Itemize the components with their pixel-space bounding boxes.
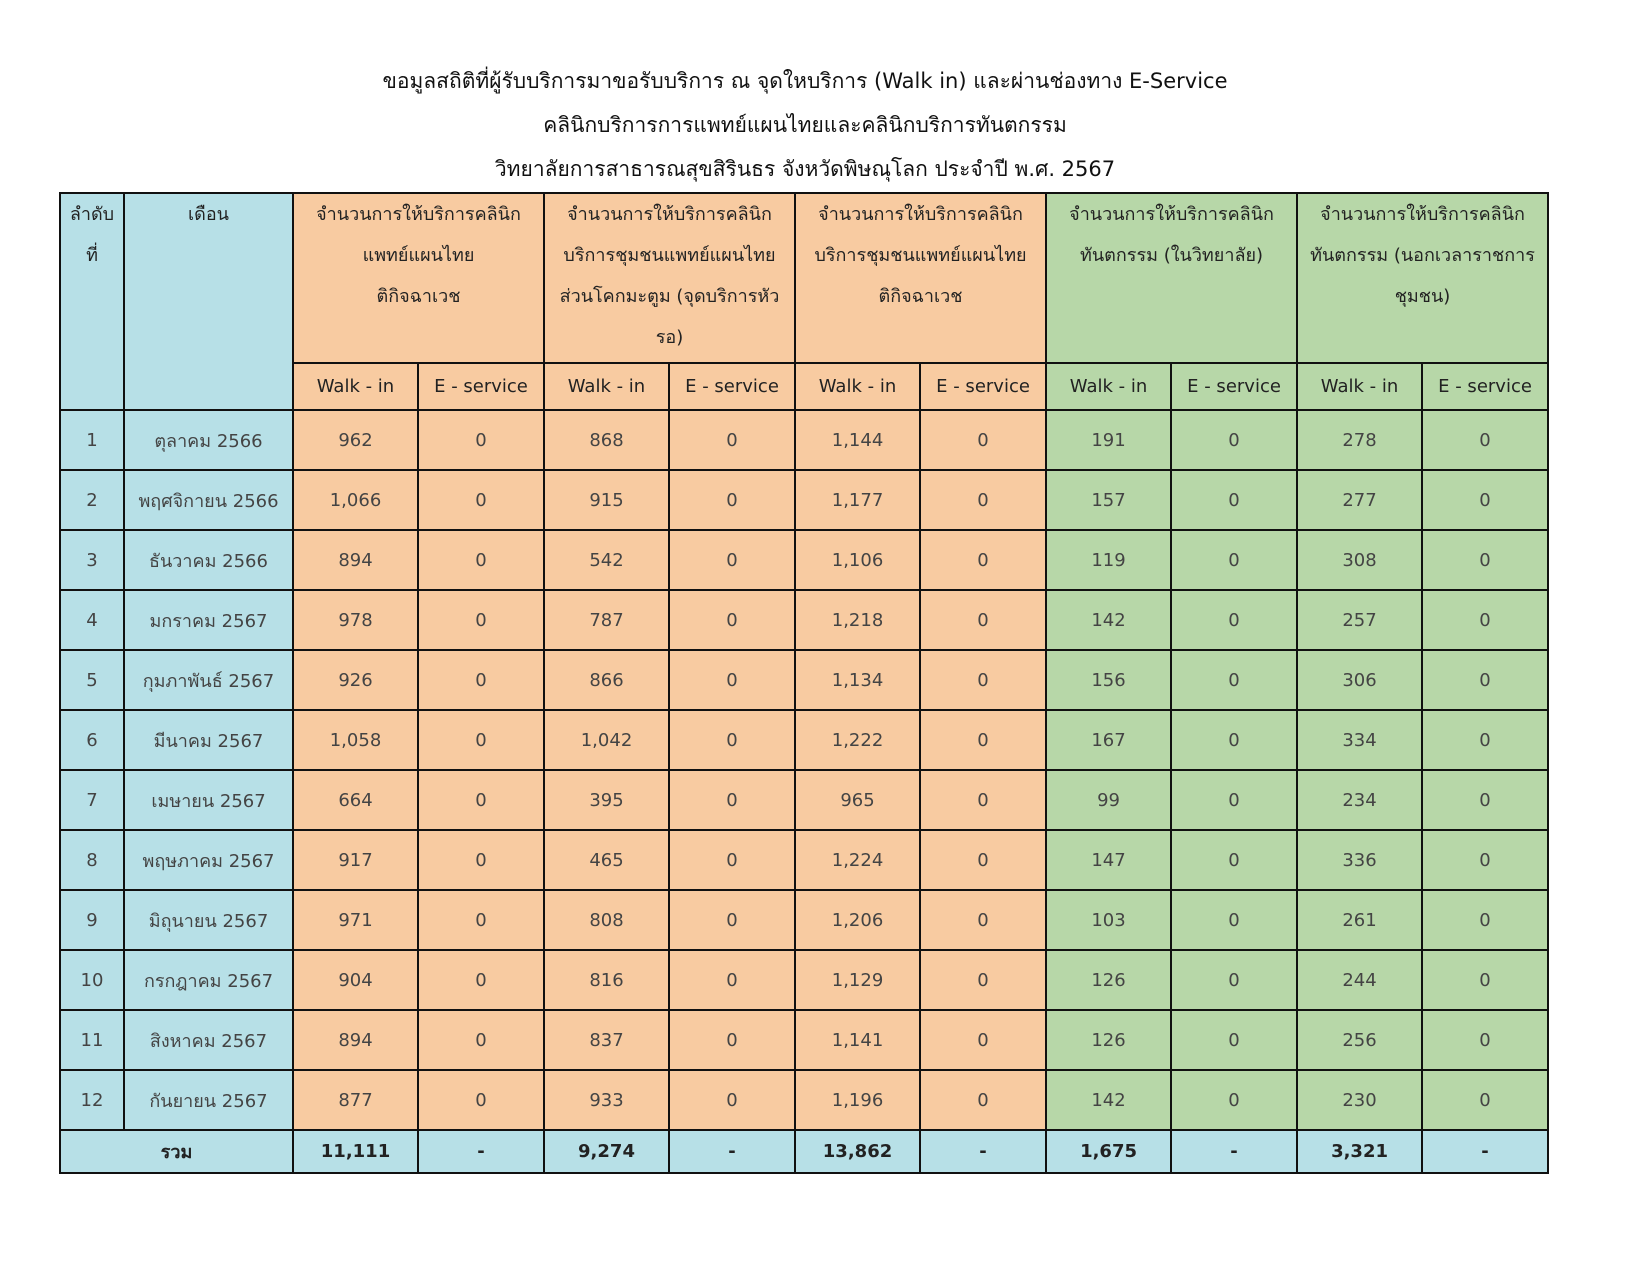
- cell-e-service: 0: [920, 590, 1046, 650]
- table-row: [60, 890, 1548, 950]
- cell-walk-in: 808: [544, 890, 669, 950]
- cell-e-service: 0: [418, 530, 544, 590]
- row-month: พฤษภาคม 2567: [124, 830, 293, 890]
- table-row: [60, 410, 1548, 470]
- cell-e-service: 0: [418, 950, 544, 1010]
- header-no: [60, 193, 124, 410]
- subheader-walk-in: Walk - in: [795, 363, 920, 410]
- cell-e-service: 0: [418, 470, 544, 530]
- header-group-5-line-2: ทันตกรรม (นอกเวลาราชการ: [1310, 245, 1535, 266]
- row-month: พฤศจิกายน 2566: [124, 470, 293, 530]
- header-group-3-line-1: จำนวนการให้บริการคลินิก: [818, 204, 1023, 225]
- cell-e-service: 0: [920, 710, 1046, 770]
- table-row: [60, 830, 1548, 890]
- statistics-table: [59, 192, 1549, 1174]
- cell-e-service: 0: [920, 470, 1046, 530]
- row-month: กรกฎาคม 2567: [124, 950, 293, 1010]
- cell-e-service: 0: [1422, 590, 1548, 650]
- header-group-2-line-4: รอ): [655, 327, 684, 348]
- cell-walk-in: 234: [1297, 770, 1422, 830]
- cell-e-service: 0: [418, 770, 544, 830]
- total-e-service: -: [669, 1130, 795, 1173]
- total-walk-in: 3,321: [1297, 1130, 1422, 1173]
- cell-walk-in: 542: [544, 530, 669, 590]
- table-row: [60, 770, 1548, 830]
- total-e-service: -: [1422, 1130, 1548, 1173]
- table-row: [60, 710, 1548, 770]
- cell-walk-in: 157: [1046, 470, 1171, 530]
- table-row: [60, 1010, 1548, 1070]
- cell-e-service: 0: [1422, 770, 1548, 830]
- cell-e-service: 0: [418, 410, 544, 470]
- cell-e-service: 0: [920, 950, 1046, 1010]
- cell-walk-in: 191: [1046, 410, 1171, 470]
- table-row: [60, 650, 1548, 710]
- row-number: 12: [60, 1070, 124, 1130]
- cell-e-service: 0: [920, 530, 1046, 590]
- cell-e-service: 0: [1171, 1070, 1297, 1130]
- cell-e-service: 0: [1171, 770, 1297, 830]
- cell-walk-in: 1,196: [795, 1070, 920, 1130]
- cell-e-service: 0: [920, 1010, 1046, 1070]
- row-month: มีนาคม 2567: [124, 710, 293, 770]
- cell-e-service: 0: [920, 830, 1046, 890]
- row-month: ธันวาคม 2566: [124, 530, 293, 590]
- cell-e-service: 0: [669, 890, 795, 950]
- cell-e-service: 0: [920, 1070, 1046, 1130]
- header-no-line-2: ที่: [86, 245, 98, 266]
- cell-walk-in: 904: [293, 950, 418, 1010]
- cell-e-service: 0: [1171, 410, 1297, 470]
- cell-e-service: 0: [1422, 470, 1548, 530]
- cell-e-service: 0: [1422, 710, 1548, 770]
- header-month: [124, 193, 293, 410]
- total-walk-in: 13,862: [795, 1130, 920, 1173]
- table-row: [60, 1070, 1548, 1130]
- cell-e-service: 0: [1422, 530, 1548, 590]
- cell-walk-in: 787: [544, 590, 669, 650]
- cell-e-service: 0: [1422, 410, 1548, 470]
- subheader-walk-in: Walk - in: [1297, 363, 1422, 410]
- cell-e-service: 0: [669, 470, 795, 530]
- cell-walk-in: 1,222: [795, 710, 920, 770]
- cell-walk-in: 1,058: [293, 710, 418, 770]
- total-walk-in: 9,274: [544, 1130, 669, 1173]
- cell-walk-in: 244: [1297, 950, 1422, 1010]
- row-number: 4: [60, 590, 124, 650]
- cell-e-service: 0: [669, 650, 795, 710]
- cell-walk-in: 336: [1297, 830, 1422, 890]
- subheader-walk-in: Walk - in: [1046, 363, 1171, 410]
- cell-walk-in: 156: [1046, 650, 1171, 710]
- cell-e-service: 0: [1422, 1010, 1548, 1070]
- cell-walk-in: 119: [1046, 530, 1171, 590]
- cell-walk-in: 167: [1046, 710, 1171, 770]
- total-e-service: -: [418, 1130, 544, 1173]
- cell-e-service: 0: [1422, 830, 1548, 890]
- table-row: [60, 950, 1548, 1010]
- header-group-1-line-2: แพทย์แผนไทย: [362, 245, 475, 266]
- cell-walk-in: 1,134: [795, 650, 920, 710]
- row-month: ตุลาคม 2566: [124, 410, 293, 470]
- row-number: 5: [60, 650, 124, 710]
- cell-walk-in: 965: [795, 770, 920, 830]
- cell-walk-in: 99: [1046, 770, 1171, 830]
- cell-walk-in: 1,106: [795, 530, 920, 590]
- cell-e-service: 0: [1171, 530, 1297, 590]
- cell-walk-in: 868: [544, 410, 669, 470]
- cell-e-service: 0: [669, 1070, 795, 1130]
- total-walk-in: 11,111: [293, 1130, 418, 1173]
- cell-e-service: 0: [418, 590, 544, 650]
- subheader-e-service: E - service: [1171, 363, 1297, 410]
- cell-walk-in: 978: [293, 590, 418, 650]
- cell-walk-in: 230: [1297, 1070, 1422, 1130]
- cell-walk-in: 664: [293, 770, 418, 830]
- cell-e-service: 0: [418, 710, 544, 770]
- row-month: สิงหาคม 2567: [124, 1010, 293, 1070]
- header-group-2-line-3: ส่วนโคกมะตูม (จุดบริการหัว: [559, 286, 780, 307]
- header-group-1-line-1: จำนวนการให้บริการคลินิก: [316, 204, 521, 225]
- cell-e-service: 0: [920, 890, 1046, 950]
- cell-walk-in: 308: [1297, 530, 1422, 590]
- total-row: [60, 1130, 1548, 1173]
- header-group-4: [1046, 193, 1297, 363]
- total-e-service: -: [1171, 1130, 1297, 1173]
- header-group-4-line-1: จำนวนการให้บริการคลินิก: [1069, 204, 1274, 225]
- header-group-5: [1297, 193, 1548, 363]
- cell-e-service: 0: [669, 530, 795, 590]
- cell-walk-in: 395: [544, 770, 669, 830]
- row-number: 2: [60, 470, 124, 530]
- cell-e-service: 0: [1171, 950, 1297, 1010]
- cell-walk-in: 147: [1046, 830, 1171, 890]
- cell-e-service: 0: [1171, 830, 1297, 890]
- cell-walk-in: 917: [293, 830, 418, 890]
- header-group-3-line-3: ติกิจฉาเวช: [878, 286, 963, 307]
- cell-walk-in: 126: [1046, 1010, 1171, 1070]
- cell-walk-in: 837: [544, 1010, 669, 1070]
- cell-walk-in: 465: [544, 830, 669, 890]
- header-group-5-line-3: ชุมชน): [1394, 286, 1451, 307]
- header-group-2-line-1: จำนวนการให้บริการคลินิก: [567, 204, 772, 225]
- cell-walk-in: 103: [1046, 890, 1171, 950]
- cell-e-service: 0: [1422, 950, 1548, 1010]
- header-group-2-line-2: บริการชุมชนแพทย์แผนไทย: [563, 245, 776, 266]
- title-line-3: วิทยาลัยการสาธารณสุขสิรินธร จังหวัดพิษณุโลก ประจำปี พ.ศ. 2567: [494, 157, 1116, 181]
- header-row: [60, 193, 1548, 363]
- header-group-3-line-2: บริการชุมชนแพทย์แผนไทย: [814, 245, 1027, 266]
- cell-walk-in: 142: [1046, 590, 1171, 650]
- header-group-1: [293, 193, 544, 363]
- cell-e-service: 0: [418, 1010, 544, 1070]
- cell-e-service: 0: [1422, 1070, 1548, 1130]
- total-e-service: -: [920, 1130, 1046, 1173]
- row-number: 10: [60, 950, 124, 1010]
- cell-walk-in: 926: [293, 650, 418, 710]
- header-group-5-line-1: จำนวนการให้บริการคลินิก: [1320, 204, 1525, 225]
- cell-e-service: 0: [920, 410, 1046, 470]
- cell-walk-in: 1,224: [795, 830, 920, 890]
- cell-walk-in: 866: [544, 650, 669, 710]
- subheader-e-service: E - service: [1422, 363, 1548, 410]
- cell-e-service: 0: [1171, 470, 1297, 530]
- cell-e-service: 0: [418, 1070, 544, 1130]
- cell-walk-in: 894: [293, 530, 418, 590]
- cell-e-service: 0: [920, 650, 1046, 710]
- cell-e-service: 0: [418, 830, 544, 890]
- cell-walk-in: 971: [293, 890, 418, 950]
- header-group-1-line-3: ติกิจฉาเวช: [376, 286, 461, 307]
- cell-walk-in: 877: [293, 1070, 418, 1130]
- cell-e-service: 0: [669, 410, 795, 470]
- cell-e-service: 0: [669, 770, 795, 830]
- cell-walk-in: 1,144: [795, 410, 920, 470]
- cell-walk-in: 933: [544, 1070, 669, 1130]
- cell-e-service: 0: [1422, 650, 1548, 710]
- cell-walk-in: 277: [1297, 470, 1422, 530]
- cell-walk-in: 1,206: [795, 890, 920, 950]
- cell-e-service: 0: [1171, 1010, 1297, 1070]
- cell-e-service: 0: [1171, 890, 1297, 950]
- title-line-2: คลินิกบริการการแพทย์แผนไทยและคลินิกบริการทันตกรรม: [543, 113, 1067, 137]
- cell-e-service: 0: [920, 770, 1046, 830]
- cell-walk-in: 1,218: [795, 590, 920, 650]
- cell-e-service: 0: [669, 1010, 795, 1070]
- cell-walk-in: 816: [544, 950, 669, 1010]
- cell-walk-in: 261: [1297, 890, 1422, 950]
- cell-walk-in: 278: [1297, 410, 1422, 470]
- row-number: 1: [60, 410, 124, 470]
- row-number: 3: [60, 530, 124, 590]
- table-row: [60, 590, 1548, 650]
- row-month: มกราคม 2567: [124, 590, 293, 650]
- header-group-3: [795, 193, 1046, 363]
- cell-e-service: 0: [1171, 590, 1297, 650]
- cell-walk-in: 306: [1297, 650, 1422, 710]
- cell-walk-in: 1,066: [293, 470, 418, 530]
- subheader-walk-in: Walk - in: [293, 363, 418, 410]
- header-group-4-line-2: ทันตกรรม (ในวิทยาลัย): [1080, 245, 1264, 266]
- cell-e-service: 0: [669, 590, 795, 650]
- title-line-1: ขอมูลสถิติที่ผู้รับบริการมาขอรับบริการ ณ จุดใหบริการ (Walk in) และผ่านช่องทาง E-Service: [382, 69, 1228, 93]
- cell-walk-in: 1,141: [795, 1010, 920, 1070]
- subheader-e-service: E - service: [669, 363, 795, 410]
- cell-walk-in: 1,129: [795, 950, 920, 1010]
- cell-e-service: 0: [669, 710, 795, 770]
- header-no-line-1: ลำดับ: [69, 204, 115, 225]
- cell-e-service: 0: [669, 830, 795, 890]
- cell-walk-in: 334: [1297, 710, 1422, 770]
- header-group-2: [544, 193, 795, 363]
- cell-walk-in: 894: [293, 1010, 418, 1070]
- row-number: 6: [60, 710, 124, 770]
- subheader-e-service: E - service: [418, 363, 544, 410]
- cell-e-service: 0: [1171, 650, 1297, 710]
- table-row: [60, 470, 1548, 530]
- cell-walk-in: 142: [1046, 1070, 1171, 1130]
- cell-walk-in: 1,042: [544, 710, 669, 770]
- cell-walk-in: 126: [1046, 950, 1171, 1010]
- cell-walk-in: 257: [1297, 590, 1422, 650]
- header-month-label: เดือน: [188, 204, 229, 225]
- row-month: กุมภาพันธ์ 2567: [124, 650, 293, 710]
- table-row: [60, 530, 1548, 590]
- subheader-walk-in: Walk - in: [544, 363, 669, 410]
- total-label: รวม: [60, 1130, 293, 1173]
- cell-walk-in: 962: [293, 410, 418, 470]
- cell-walk-in: 1,177: [795, 470, 920, 530]
- cell-e-service: 0: [1422, 890, 1548, 950]
- row-month: กันยายน 2567: [124, 1070, 293, 1130]
- cell-e-service: 0: [1171, 710, 1297, 770]
- subheader-e-service: E - service: [920, 363, 1046, 410]
- row-number: 7: [60, 770, 124, 830]
- cell-e-service: 0: [418, 890, 544, 950]
- cell-walk-in: 915: [544, 470, 669, 530]
- cell-e-service: 0: [669, 950, 795, 1010]
- row-month: มิถุนายน 2567: [124, 890, 293, 950]
- row-number: 9: [60, 890, 124, 950]
- cell-walk-in: 256: [1297, 1010, 1422, 1070]
- row-month: เมษายน 2567: [124, 770, 293, 830]
- cell-e-service: 0: [418, 650, 544, 710]
- total-walk-in: 1,675: [1046, 1130, 1171, 1173]
- row-number: 11: [60, 1010, 124, 1070]
- row-number: 8: [60, 830, 124, 890]
